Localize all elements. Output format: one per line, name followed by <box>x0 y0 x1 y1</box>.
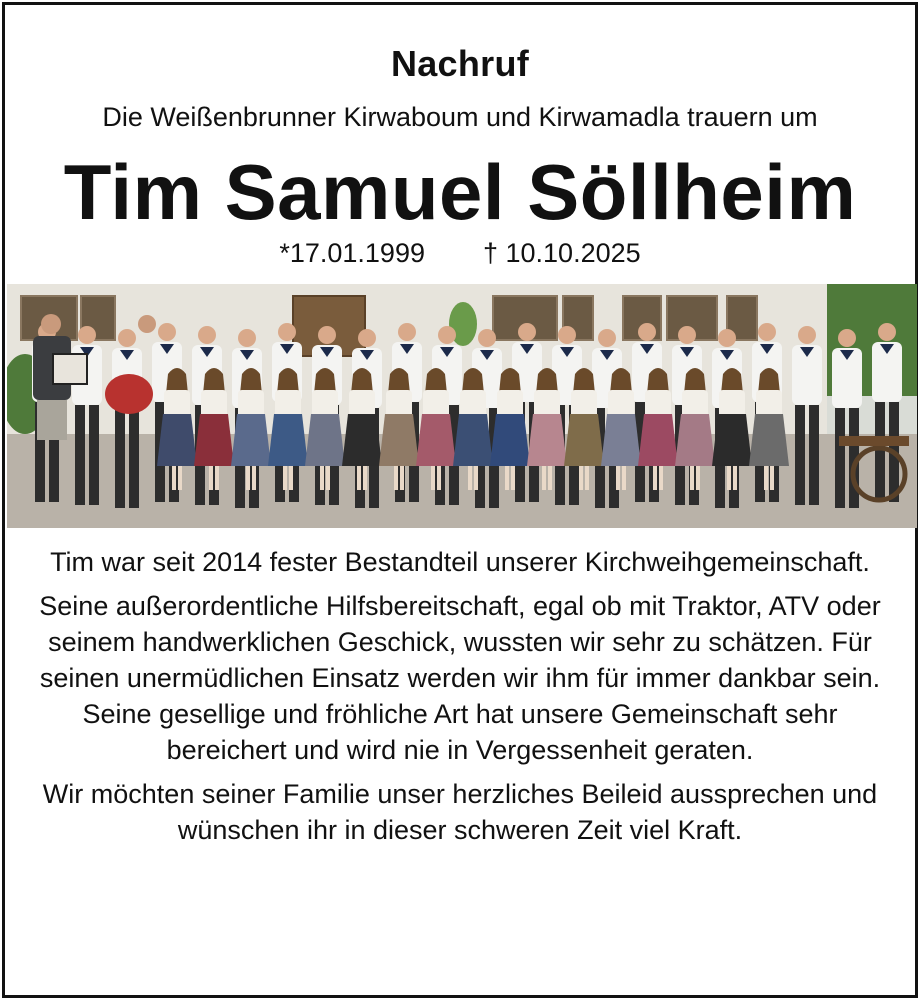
dirndl-leg <box>505 466 509 490</box>
person-head <box>118 329 136 347</box>
dirndl-blouse <box>608 390 634 418</box>
life-dates <box>5 238 915 269</box>
dirndl-blouse <box>238 390 264 418</box>
person-head <box>478 329 496 347</box>
dirndl-blouse <box>423 390 449 418</box>
person-leg <box>115 408 125 508</box>
dirndl-dress <box>675 414 715 466</box>
drummer-head <box>138 315 156 333</box>
group-photo <box>7 284 917 528</box>
notice-subheading: Die Weißenbrunner Kirwaboum und Kirwamadla trauern um <box>102 102 818 132</box>
dirndl-leg <box>585 466 589 490</box>
obituary-text <box>35 544 885 856</box>
dirndl-blouse <box>460 390 486 418</box>
person-head <box>158 323 176 341</box>
dirndl-dress <box>638 414 678 466</box>
paragraph-helpfulness: Seine außerordentliche Hilfsbereitschaft, egal ob mit Traktor, ATV oder seinem handwerklichen Geschick, wussten wir sehr zu schätzen. Für seinen unermüdlichen Einsatz werden wir ihm für immer dankbar sein. Seine gesellige und fröhliche Art hat unsere Gemeinschaft sehr bereichert und wird nie in Vergessenheit geraten. <box>39 591 881 765</box>
dirndl-leg <box>764 466 768 490</box>
dirndl-leg <box>548 466 552 490</box>
dirndl-leg <box>468 466 472 490</box>
dirndl-leg <box>511 466 515 490</box>
dirndl-leg <box>437 466 441 490</box>
person-leg <box>835 408 845 508</box>
person-head <box>318 326 336 344</box>
musician-shorts <box>37 400 67 440</box>
dirndl-blouse <box>756 390 782 418</box>
person-head <box>718 329 736 347</box>
person-head <box>198 326 216 344</box>
dirndl-blouse <box>275 390 301 418</box>
person-head <box>278 323 296 341</box>
dirndl-dress <box>231 414 271 466</box>
dirndl-dress <box>379 414 419 466</box>
dirndl-dress <box>712 414 752 466</box>
dirndl-leg <box>659 466 663 490</box>
dirndl-leg <box>579 466 583 490</box>
dirndl-blouse <box>534 390 560 418</box>
person-head <box>438 326 456 344</box>
person-head <box>558 326 576 344</box>
death-date: † 10.10.2025 <box>482 238 641 268</box>
dirndl-blouse <box>386 390 412 418</box>
person-leg <box>129 408 139 508</box>
person-leg <box>809 405 819 505</box>
person-head <box>638 323 656 341</box>
dirndl-dress <box>157 414 197 466</box>
dirndl-dress <box>194 414 234 466</box>
dirndl-leg <box>357 466 361 490</box>
accordion <box>53 354 87 384</box>
birth-date: *17.01.1999 <box>279 238 425 268</box>
person-leg <box>795 405 805 505</box>
person-leg <box>89 405 99 505</box>
dirndl-dress <box>749 414 789 466</box>
cart-bed <box>839 436 909 446</box>
person-head <box>598 329 616 347</box>
dirndl-leg <box>363 466 367 490</box>
dirndl-blouse <box>719 390 745 418</box>
person-head <box>798 326 816 344</box>
dirndl-leg <box>474 466 478 490</box>
person-head <box>838 329 856 347</box>
dirndl-leg <box>209 466 213 490</box>
dirndl-dress <box>564 414 604 466</box>
dirndl-dress <box>527 414 567 466</box>
dirndl-dress <box>601 414 641 466</box>
dirndl-blouse <box>312 390 338 418</box>
dirndl-blouse <box>497 390 523 418</box>
paragraph-membership: Tim war seit 2014 fester Bestandteil unserer Kirchweihgemeinschaft. <box>50 547 870 577</box>
dirndl-dress <box>416 414 456 466</box>
dirndl-dress <box>305 414 345 466</box>
person-leg <box>875 402 885 502</box>
dirndl-dress <box>453 414 493 466</box>
dirndl-dress <box>342 414 382 466</box>
dirndl-blouse <box>571 390 597 418</box>
person-head <box>758 323 776 341</box>
dirndl-leg <box>696 466 700 490</box>
dirndl-leg <box>178 466 182 490</box>
dirndl-leg <box>653 466 657 490</box>
dirndl-leg <box>246 466 250 490</box>
dirndl-leg <box>283 466 287 490</box>
dirndl-leg <box>289 466 293 490</box>
dirndl-blouse <box>164 390 190 418</box>
dirndl-leg <box>394 466 398 490</box>
dirndl-leg <box>616 466 620 490</box>
dirndl-leg <box>326 466 330 490</box>
person-head <box>678 326 696 344</box>
dirndl-blouse <box>682 390 708 418</box>
person-head <box>878 323 896 341</box>
dirndl-leg <box>172 466 176 490</box>
bass-drum <box>105 374 153 414</box>
dirndl-dress <box>490 414 530 466</box>
dirndl-leg <box>733 466 737 490</box>
dirndl-leg <box>431 466 435 490</box>
obituary-notice <box>2 2 918 998</box>
dirndl-blouse <box>645 390 671 418</box>
dirndl-leg <box>690 466 694 490</box>
notice-heading: Nachruf <box>390 43 530 84</box>
person-head <box>78 326 96 344</box>
paragraph-condolences: Wir möchten seiner Familie unser herzliches Beileid aussprechen und wünschen ihr in dieser schweren Zeit viel Kraft. <box>42 779 878 845</box>
dirndl-leg <box>252 466 256 490</box>
dirndl-dress <box>268 414 308 466</box>
person-head <box>238 329 256 347</box>
musician-head <box>41 314 61 334</box>
deceased-name: Tim Samuel Söllheim <box>63 148 857 236</box>
dirndl-leg <box>727 466 731 490</box>
dirndl-leg <box>542 466 546 490</box>
dirndl-leg <box>215 466 219 490</box>
dirndl-leg <box>320 466 324 490</box>
dirndl-leg <box>770 466 774 490</box>
dirndl-blouse <box>201 390 227 418</box>
group-photo-illustration <box>7 284 917 528</box>
person-leg <box>75 405 85 505</box>
person-head <box>518 323 536 341</box>
person-head <box>358 329 376 347</box>
dirndl-blouse <box>349 390 375 418</box>
dirndl-leg <box>622 466 626 490</box>
dirndl-leg <box>400 466 404 490</box>
person-head <box>398 323 416 341</box>
